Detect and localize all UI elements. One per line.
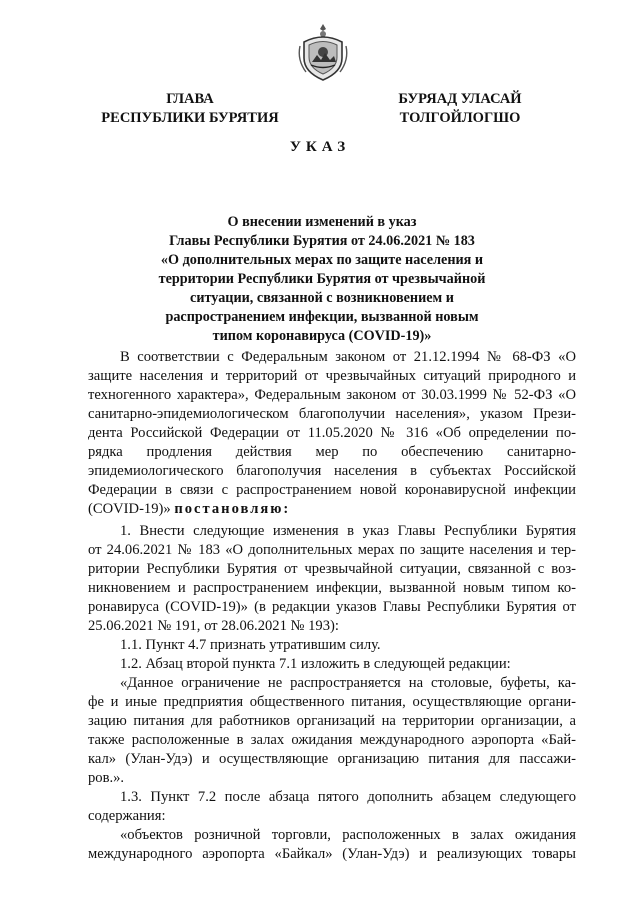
- item-1-2: 1.2. Абзац второй пункта 7.1 изложить в следующей редакции:: [120, 656, 511, 672]
- issuer-line: БУРЯАД УЛАСАЙ: [398, 91, 522, 107]
- title-line: Главы Республики Бурятия от 24.06.2021 № 183: [169, 233, 475, 249]
- text-line: содержания:: [88, 808, 166, 824]
- title-line: О внесении изменений в указ: [227, 214, 417, 230]
- coat-of-arms-icon: [296, 22, 350, 84]
- issuer-line: ТОЛГОЙЛОГШО: [399, 110, 521, 126]
- title-line: «О дополнительных мерах по защите населения и: [160, 252, 484, 268]
- text-line: «Данное ограничение не распространяется на столовые, буфеты, ка-: [120, 675, 576, 691]
- item-1-paragraph: [88, 522, 576, 864]
- text-line: Федерации в связи с распространением новой коронавирусной инфекции: [88, 482, 576, 498]
- text-line: ритории Республики Бурятия от чрезвычайной ситуации, связанной с воз-: [88, 561, 576, 577]
- text-line: В соответствии с Федеральным законом от 21.12.1994 № 68-ФЗ «О: [120, 349, 576, 365]
- issuer-line: РЕСПУБЛИКИ БУРЯТИЯ: [101, 110, 279, 126]
- item-1-1: 1.1. Пункт 4.7 признать утратившим силу.: [120, 637, 381, 653]
- text-line: также расположенные в залах ожидания международного аэропорта «Бай-: [88, 732, 576, 748]
- text-line: 1. Внести следующие изменения в указ Главы Республики Бурятия: [120, 523, 576, 539]
- text-line: международного аэропорта «Байкал» (Улан-Удэ) и реализующих товары: [88, 846, 576, 862]
- text-line: 25.06.2021 № 191, от 28.06.2021 № 193):: [88, 618, 339, 634]
- text-line: [88, 500, 576, 519]
- text-line: ронавируса (COVID-19)» (в редакции указов Главы Республики Бурятия от: [88, 599, 576, 615]
- text-line: никновением и распространением инфекции, вызванной новым типом ко-: [88, 580, 576, 596]
- issuer-line: ГЛАВА: [166, 91, 214, 107]
- text-line: зацию питания для работников организаций на территории организации, а: [88, 713, 576, 729]
- decree-word: постановляю:: [174, 501, 291, 517]
- document-type: УКАЗ: [289, 139, 351, 155]
- document-title: [120, 213, 524, 346]
- preamble-paragraph: [88, 348, 576, 519]
- text-line: техногенного характера», Федеральным законом от 30.03.1999 № 52-ФЗ «О: [88, 387, 576, 403]
- text-line: «объектов розничной торговли, расположенных в залах ожидания: [120, 827, 576, 843]
- text-line: 1.3. Пункт 7.2 после абзаца пятого дополнить абзацем следующего: [120, 789, 576, 805]
- preamble-end: (COVID-19)»: [88, 501, 175, 517]
- text-line: дента Российской Федерации от 11.05.2020 № 316 «Об определении по-: [88, 425, 576, 441]
- text-line: эпидемиологического благополучия населения в субъектах Российской: [88, 463, 576, 479]
- text-line: от 24.06.2021 № 183 «О дополнительных мерах по защите населения и тер-: [88, 542, 576, 558]
- title-line: распространением инфекции, вызванной новым: [165, 309, 479, 325]
- text-line: санитарно-эпидемиологическом благополучии населения», указом Прези-: [88, 406, 576, 422]
- text-line: ров.».: [88, 770, 125, 786]
- issuer-header-russian: [70, 90, 310, 128]
- title-line: ситуации, связанной с возникновением и: [190, 290, 454, 306]
- text-line: защите населения и территорий от чрезвычайных ситуаций природного и: [88, 368, 576, 384]
- title-line: типом коронавируса (COVID-19)»: [212, 328, 432, 344]
- title-line: территории Республики Бурятия от чрезвычайной: [158, 271, 486, 287]
- text-line: кал» (Улан-Удэ) и осуществляющие организацию питания для пассажи-: [88, 751, 576, 767]
- issuer-header-buryat: [340, 90, 580, 128]
- text-line: рядка продления действия мер по обеспечению санитарно-: [88, 444, 576, 460]
- text-line: фе и иные предприятия общественного питания, осуществляющие органи-: [88, 694, 576, 710]
